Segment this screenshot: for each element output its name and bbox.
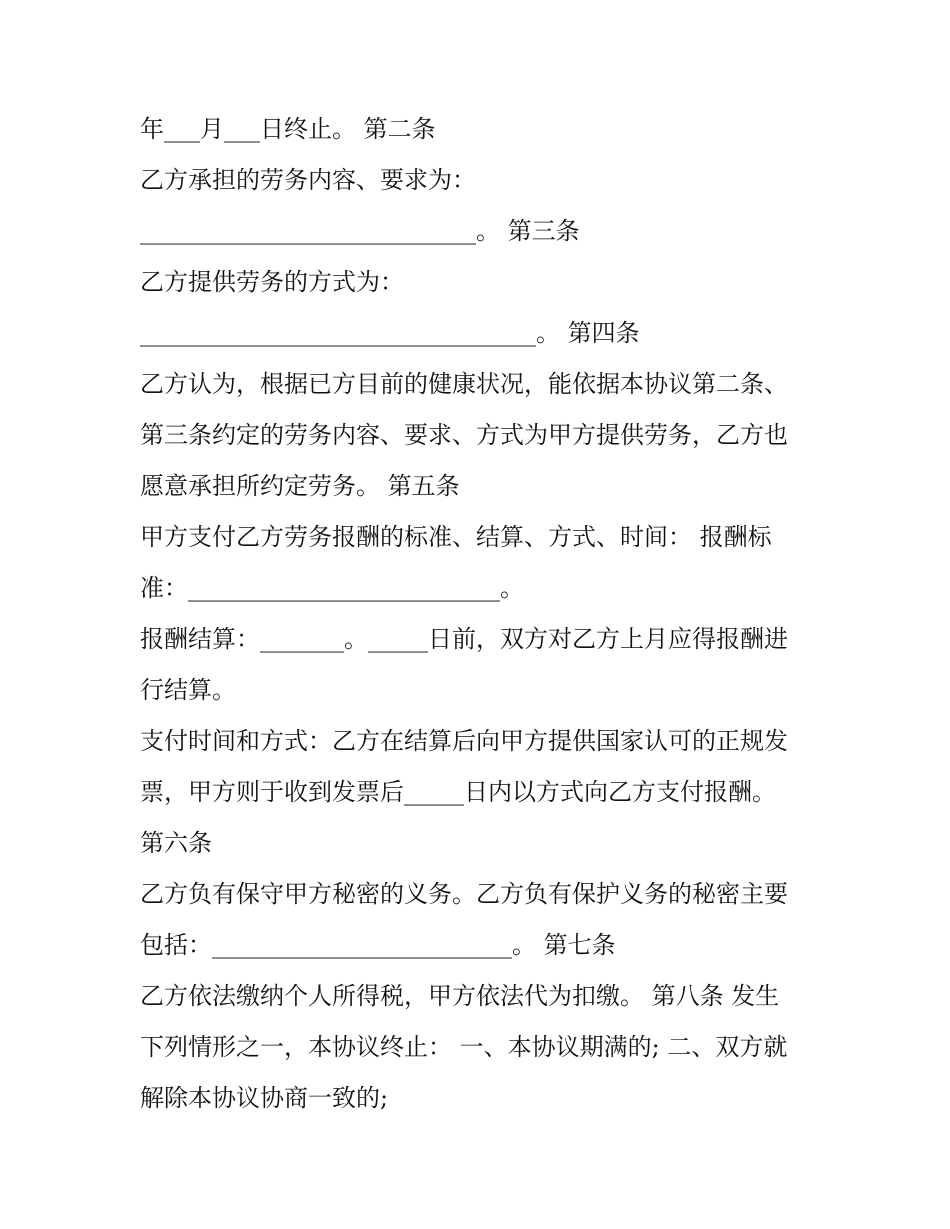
text-line: 乙方承担的劳务内容、要求为： xyxy=(140,166,476,194)
text-line: 乙方负有保守甲方秘密的义务。乙方负有保护义务的秘密主要 xyxy=(140,880,788,908)
text-line: 支付时间和方式：乙方在结算后向甲方提供国家认可的正规发 xyxy=(140,727,788,755)
text-line: 报酬结算：_______。_____日前，双方对乙方上月应得报酬进 xyxy=(140,625,788,653)
text-line: ____________________________。 第三条 xyxy=(140,217,580,245)
text-line: 解除本协议协商一致的; xyxy=(140,1084,389,1112)
text-line: 乙方提供劳务的方式为： xyxy=(140,268,404,296)
text-line: 第三条约定的劳务内容、要求、方式为甲方提供劳务，乙方也 xyxy=(140,421,788,449)
text-line: _________________________________。 第四条 xyxy=(140,319,640,347)
text-line: 年___月___日终止。 第二条 xyxy=(140,115,436,143)
text-line: 准：__________________________。 xyxy=(140,574,524,602)
text-line: 乙方认为，根据已方目前的健康状况，能依据本协议第二条、 xyxy=(140,370,788,398)
text-line: 乙方依法缴纳个人所得税，甲方依法代为扣缴。 第八条 发生 xyxy=(140,982,780,1010)
text-line: 下列情形之一，本协议终止： 一、本协议期满的; 二、双方就 xyxy=(140,1033,788,1061)
text-line: 包括：_________________________。 第七条 xyxy=(140,931,616,959)
text-line: 票，甲方则于收到发票后_____日内以方式向乙方支付报酬。 xyxy=(140,778,776,806)
text-line: 甲方支付乙方劳务报酬的标准、结算、方式、时间： 报酬标 xyxy=(140,523,772,551)
text-line: 行结算。 xyxy=(140,676,236,704)
text-line: 愿意承担所约定劳务。 第五条 xyxy=(140,472,460,500)
text-line: 第六条 xyxy=(140,829,212,857)
